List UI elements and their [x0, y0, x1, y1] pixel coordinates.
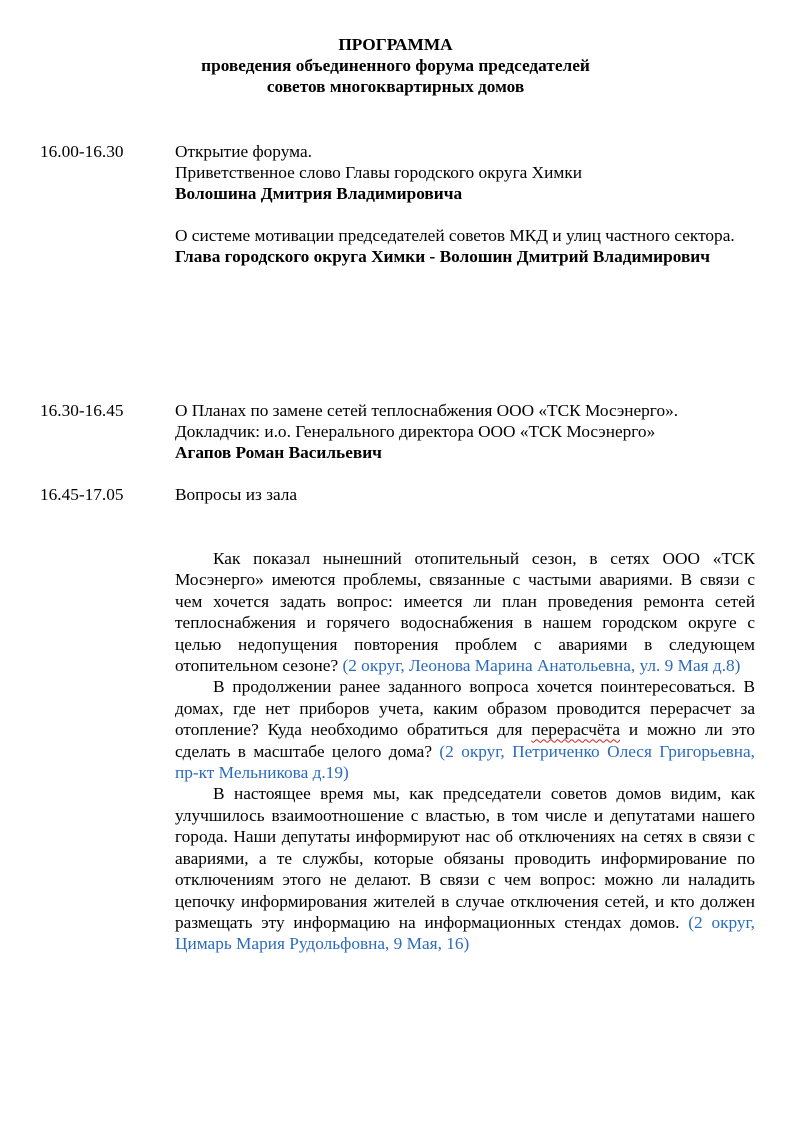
questions-section [175, 548, 755, 955]
schedule-time: 16.30-16.45 [40, 401, 124, 420]
misspelled-word[interactable]: перерасчёта [531, 720, 620, 740]
schedule-content [175, 400, 775, 463]
document-subtitle-line2: советов многоквартирных домов [266, 77, 525, 96]
question-author: (2 округ, Цимарь Мария Рудольфовна, 9 Мая, 16) [175, 912, 755, 954]
schedule-line: Докладчик: и.о. Генерального директора ООО «ТСК Мосэнерго» [175, 422, 656, 441]
schedule-content [175, 141, 755, 267]
document-title: ПРОГРАММА [338, 35, 453, 54]
question-author: (2 округ, Леонова Марина Анатольевна, ул. 9 Мая д.8) [342, 656, 741, 676]
schedule-speaker: Волошина Дмитрия Владимировича [175, 184, 463, 203]
schedule-speaker: Агапов Роман Васильевич [175, 443, 382, 462]
schedule-time: 16.45-17.05 [40, 485, 124, 504]
question-paragraph [175, 548, 755, 676]
question-paragraph [175, 676, 755, 783]
question-text: и можно ли это сделать в масштабе целого дома? [175, 720, 755, 761]
document-header [0, 34, 791, 97]
question-text: В настоящее время мы, как председатели советов домов видим, как улучшилось взаимоотношение с властью, в том числе и депутатами нашего города. Наши депутаты информируют нас об отключениях на сетях в связи с авариями, а те службы, которые обязаны проводить информирование по отключениям этого не делают. В связи с чем вопрос: можно ли наладить цепочку информирования жителей в случае отключения сетей, и кто должен размещать эту информацию на информационных стендах домов. [175, 784, 755, 932]
schedule-line: Открытие форума. [175, 142, 312, 161]
question-text: В продолжении ранее заданного вопроса хочется поинтересоваться. В домах, где нет приборов учета, каким образом проводится перерасчет за отопление? Куда необходимо обратиться для [175, 677, 755, 740]
schedule-line: Вопросы из зала [175, 485, 298, 504]
document-subtitle-line1: проведения объединенного форума председателей [201, 56, 590, 75]
schedule-topic-speaker: Глава городского округа Химки - Волошин Дмитрий Владимирович [175, 247, 710, 266]
schedule-content [175, 484, 755, 505]
schedule-time: 16.00-16.30 [40, 142, 124, 161]
schedule-line: О Планах по замене сетей теплоснабжения ООО «ТСК Мосэнерго». [175, 401, 679, 420]
schedule-line: Приветственное слово Главы городского округа Химки [175, 163, 582, 182]
question-paragraph [175, 783, 755, 954]
question-author: (2 округ, Петриченко Олеся Григорьевна, пр-кт Мельникова д.19) [175, 741, 755, 783]
schedule-topic: О системе мотивации председателей советов МКД и улиц частного сектора. [175, 226, 735, 245]
question-text: Как показал нынешний отопительный сезон, в сетях ООО «ТСК Мосэнерго» имеются проблемы, связанные с частыми авариями. В связи с чем хочется задать вопрос: имеется ли план проведения ремонта сетей теплоснабжения и горячего водоснабжения в нашем городском округе с целью недопущения повторения проблем с авариями в следующем отопительном сезоне? [175, 549, 755, 676]
